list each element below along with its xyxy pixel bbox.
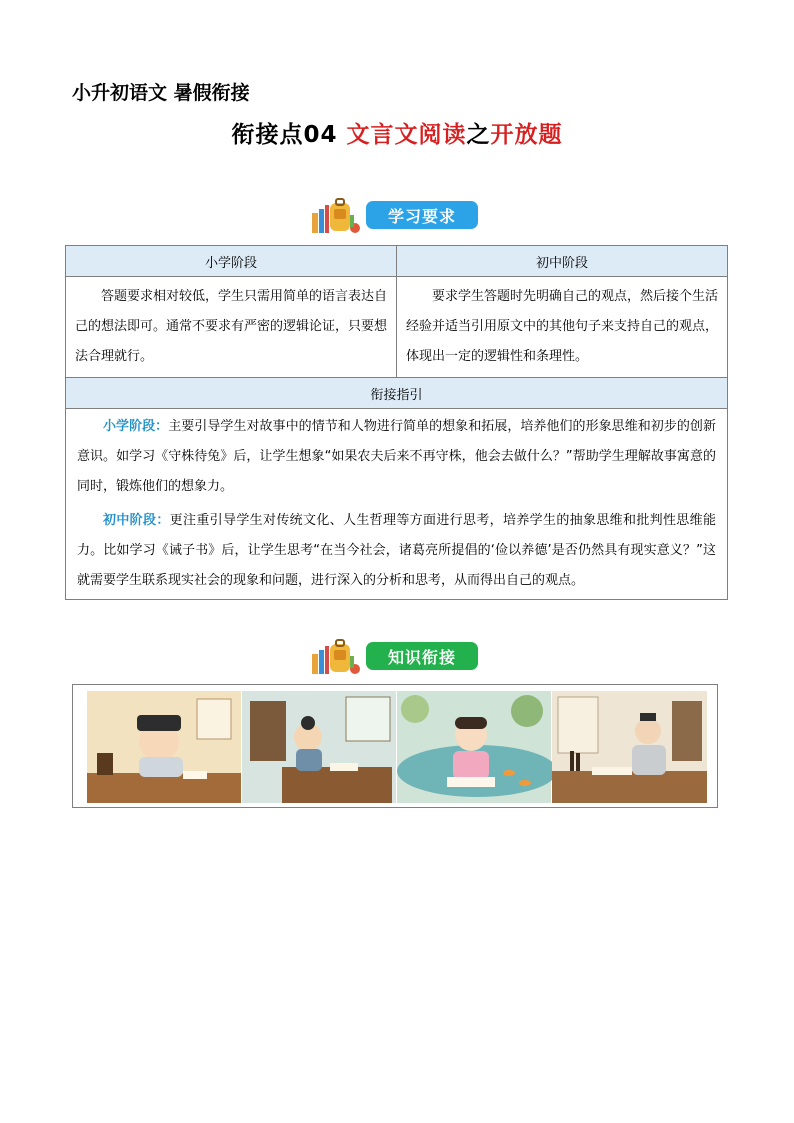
child-reading-illustration: [242, 691, 396, 803]
page-heading: 小升初语文 暑假衔接: [72, 82, 250, 104]
school-supplies-icon: [310, 195, 362, 235]
guide-primary-text: 主要引导学生对故事中的情节和人物进行简单的想象和拓展，培养他们的形象思维和初步的创新意识。如学习《守株待兔》后，让学生想象“如果农夫后来不再守株，他会去做什么？”帮助学生理解故事寓意的同时，锻炼他们的想象力。: [77, 419, 716, 494]
scholar-writing-illustration: [87, 691, 241, 803]
primary-stage-text: 答题要求相对较低，学生只需用简单的语言表达自己的想法即可。通常不要求有严密的逻辑论证，只要想法合理就行。: [75, 289, 388, 364]
document-title: [0, 116, 794, 149]
guide-header: 衔接指引: [66, 378, 728, 409]
school-supplies-icon: [310, 636, 362, 676]
title-connector: 之: [466, 122, 491, 148]
illustration-gallery: [72, 684, 718, 808]
middle-stage-text: 要求学生答题时先明确自己的观点，然后接个生活经验并适当引用原文中的其他句子来支持自己的观点，体现出一定的逻辑性和条理性。: [406, 289, 719, 364]
requirements-label: 学习要求: [366, 201, 478, 229]
middle-stage-cell: [397, 277, 728, 378]
guide-middle-paragraph: [67, 504, 726, 598]
requirements-badge: [310, 195, 478, 235]
scholar-at-desk-illustration: [552, 691, 707, 803]
primary-stage-header: 小学阶段: [66, 246, 397, 277]
girl-by-pond-illustration: [397, 691, 557, 803]
guide-primary-paragraph: [67, 410, 726, 504]
primary-stage-cell: [66, 277, 397, 378]
middle-stage-header: 初中阶段: [397, 246, 728, 277]
requirements-table: [65, 245, 728, 600]
guide-middle-text: 更注重引导学生对传统文化、人生哲理等方面进行思考，培养学生的抽象思维和批判性思维能力。比如学习《诫子书》后，让学生思考“在当今社会，诸葛亮所提倡的‘俭以养德’是否仍然具有现实意义？”这就需要学生联系现实社会的现象和问题，进行深入的分析和思考，从而得出自己的观点。: [77, 513, 716, 588]
title-type: 开放题: [490, 122, 563, 148]
guide-primary-label: 小学阶段：: [103, 419, 169, 434]
title-topic: 文言文阅读: [346, 122, 467, 148]
guide-cell: [66, 409, 728, 600]
illustration-strip: [87, 691, 707, 803]
knowledge-badge: [310, 636, 478, 676]
knowledge-label: 知识衔接: [366, 642, 478, 670]
guide-middle-label: 初中阶段：: [103, 513, 170, 528]
title-prefix: 衔接点04: [231, 122, 338, 148]
